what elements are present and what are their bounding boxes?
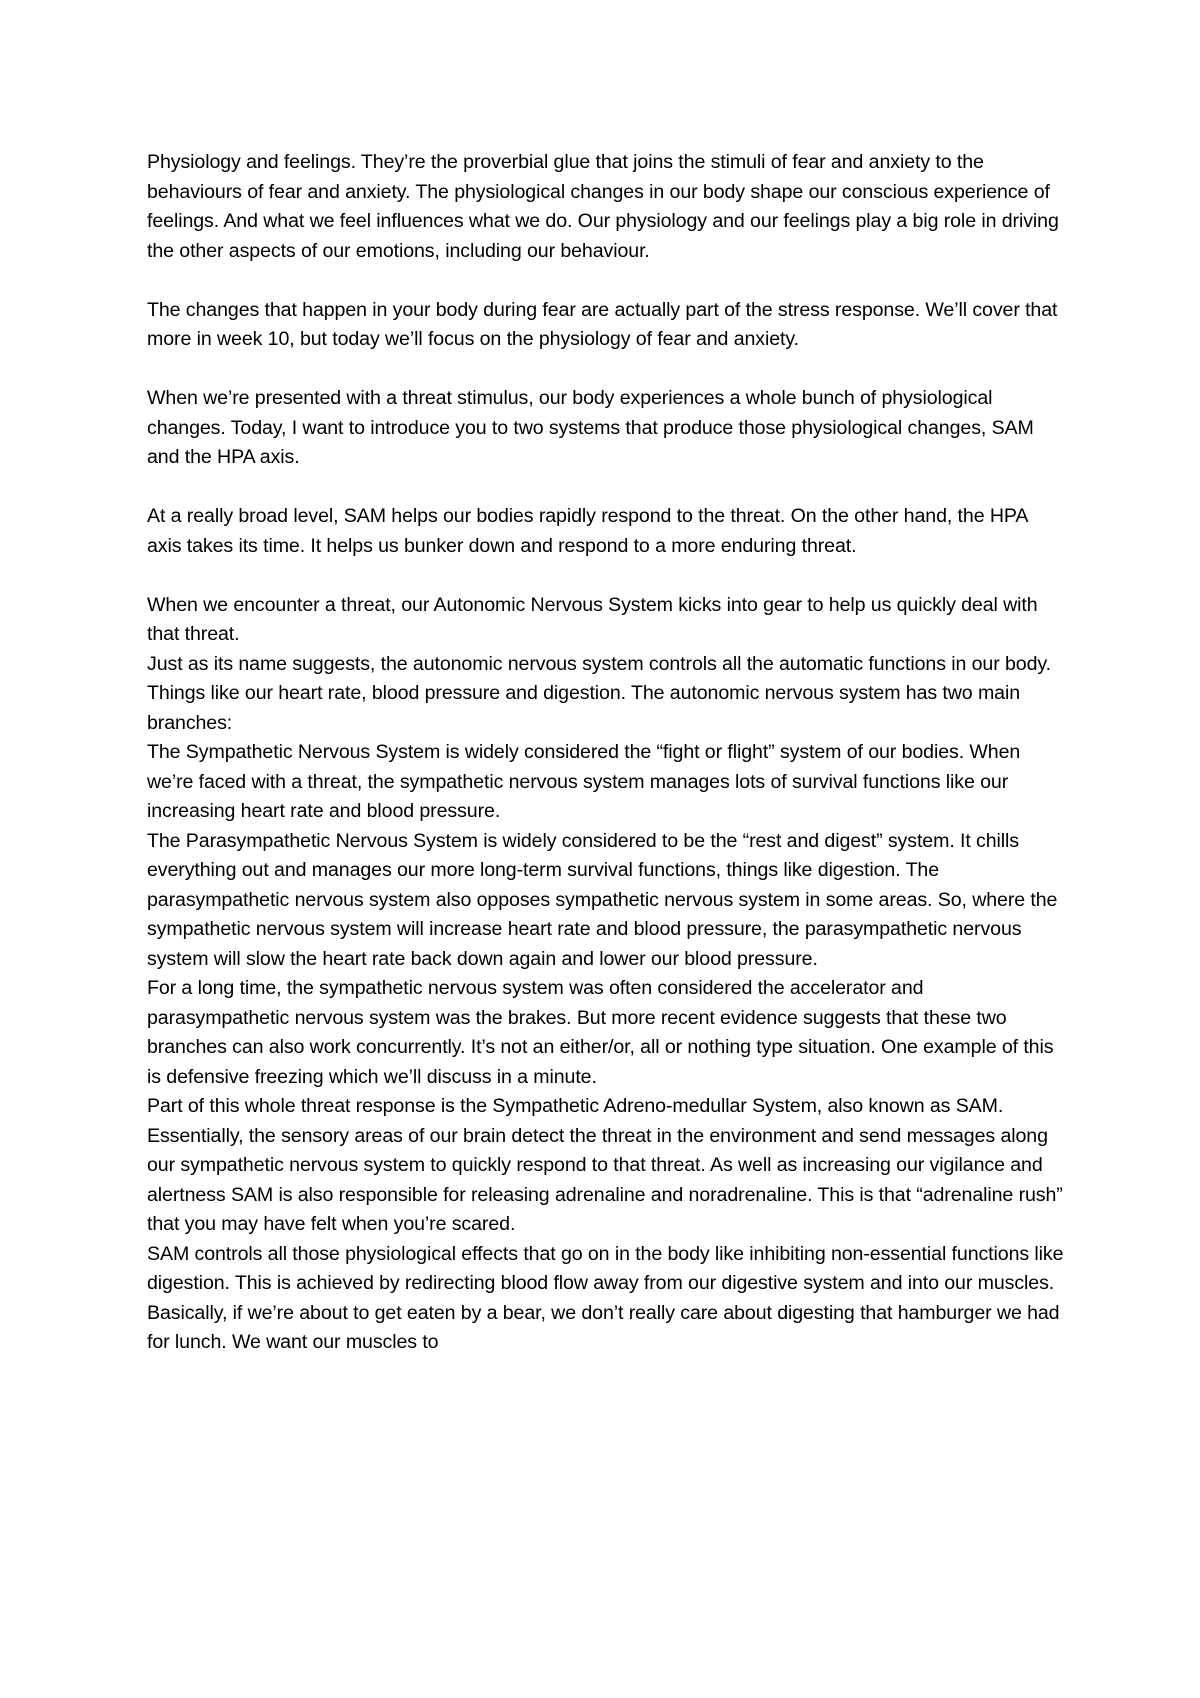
paragraph-sam-effects: SAM controls all those physiological effects that go on in the body like inhibiting non-essential functions like digestion. This is achieved by redirecting blood flow away from our digestive system and into our muscles. Basically, if we’re about to get eaten by a bear, we don’t really care about digesting that hamburger we had for lunch. We want our muscles to (147, 1242, 1064, 1353)
paragraph-threat-stimulus: When we’re presented with a threat stimulus, our body experiences a whole bunch of physiological changes. Today, I want to introduce you to two systems that produce those physiological changes, SAM and the HPA axis. (147, 387, 1034, 468)
document-body (147, 148, 1067, 1358)
paragraph-autonomic-functions: Just as its name suggests, the autonomic nervous system controls all the automatic functions in our body. Things like our heart rate, blood pressure and digestion. The autonomic nervous system has two main branches: (147, 652, 1051, 734)
paragraph-autonomic-nervous-system: When we encounter a threat, our Autonomic Nervous System kicks into gear to help us quickly deal with that threat. (147, 593, 1038, 645)
paragraph-physiology-feelings: Physiology and feelings. They’re the proverbial glue that joins the stimuli of fear and anxiety to the behaviours of fear and anxiety. The physiological changes in our body shape our conscious experience of feelings. And what we feel influences what we do. Our physiology and our feelings play a big role in driving the other aspects of our emotions, including our behaviour. (147, 151, 1059, 262)
paragraph-sam-system: Part of this whole threat response is the Sympathetic Adreno-medullar System, also known as SAM. Essentially, the sensory areas of our brain detect the threat in the environment and send messages along our sympathetic nervous system to quickly respond to that threat. As well as increasing our vigilance and alertness SAM is also responsible for releasing adrenaline and noradrenaline. This is that “adrenaline rush” that you may have felt when you’re scared. (147, 1095, 1063, 1235)
paragraph-accelerator-brakes: For a long time, the sympathetic nervous system was often considered the accelerator and parasympathetic nervous system was the brakes. But more recent evidence suggests that these two branches can also work concurrently. It’s not an either/or, all or nothing type situation. One example of this is defensive freezing which we’ll discuss in a minute. (147, 977, 1054, 1088)
paragraph-parasympathetic-system: The Parasympathetic Nervous System is widely considered to be the “rest and digest” system. It chills everything out and manages our more long-term survival functions, things like digestion. The parasympathetic nervous system also opposes sympathetic nervous system in some areas. So, where the sympathetic nervous system will increase heart rate and blood pressure, the parasympathetic nervous system will slow the heart rate back down again and lower our blood pressure. (147, 829, 1058, 970)
paragraph-sympathetic-system: The Sympathetic Nervous System is widely considered the “fight or flight” system of our bodies. When we’re faced with a threat, the sympathetic nervous system manages lots of survival functions like our increasing heart rate and blood pressure. (147, 741, 1021, 822)
paragraph-stress-response: The changes that happen in your body during fear are actually part of the stress response. We’ll cover that more in week 10, but today we’ll focus on the physiology of fear and anxiety. (147, 298, 1058, 350)
paragraph-sam-hpa-overview: At a really broad level, SAM helps our bodies rapidly respond to the threat. On the other hand, the HPA axis takes its time. It helps us bunker down and respond to a more enduring threat. (147, 505, 1028, 557)
